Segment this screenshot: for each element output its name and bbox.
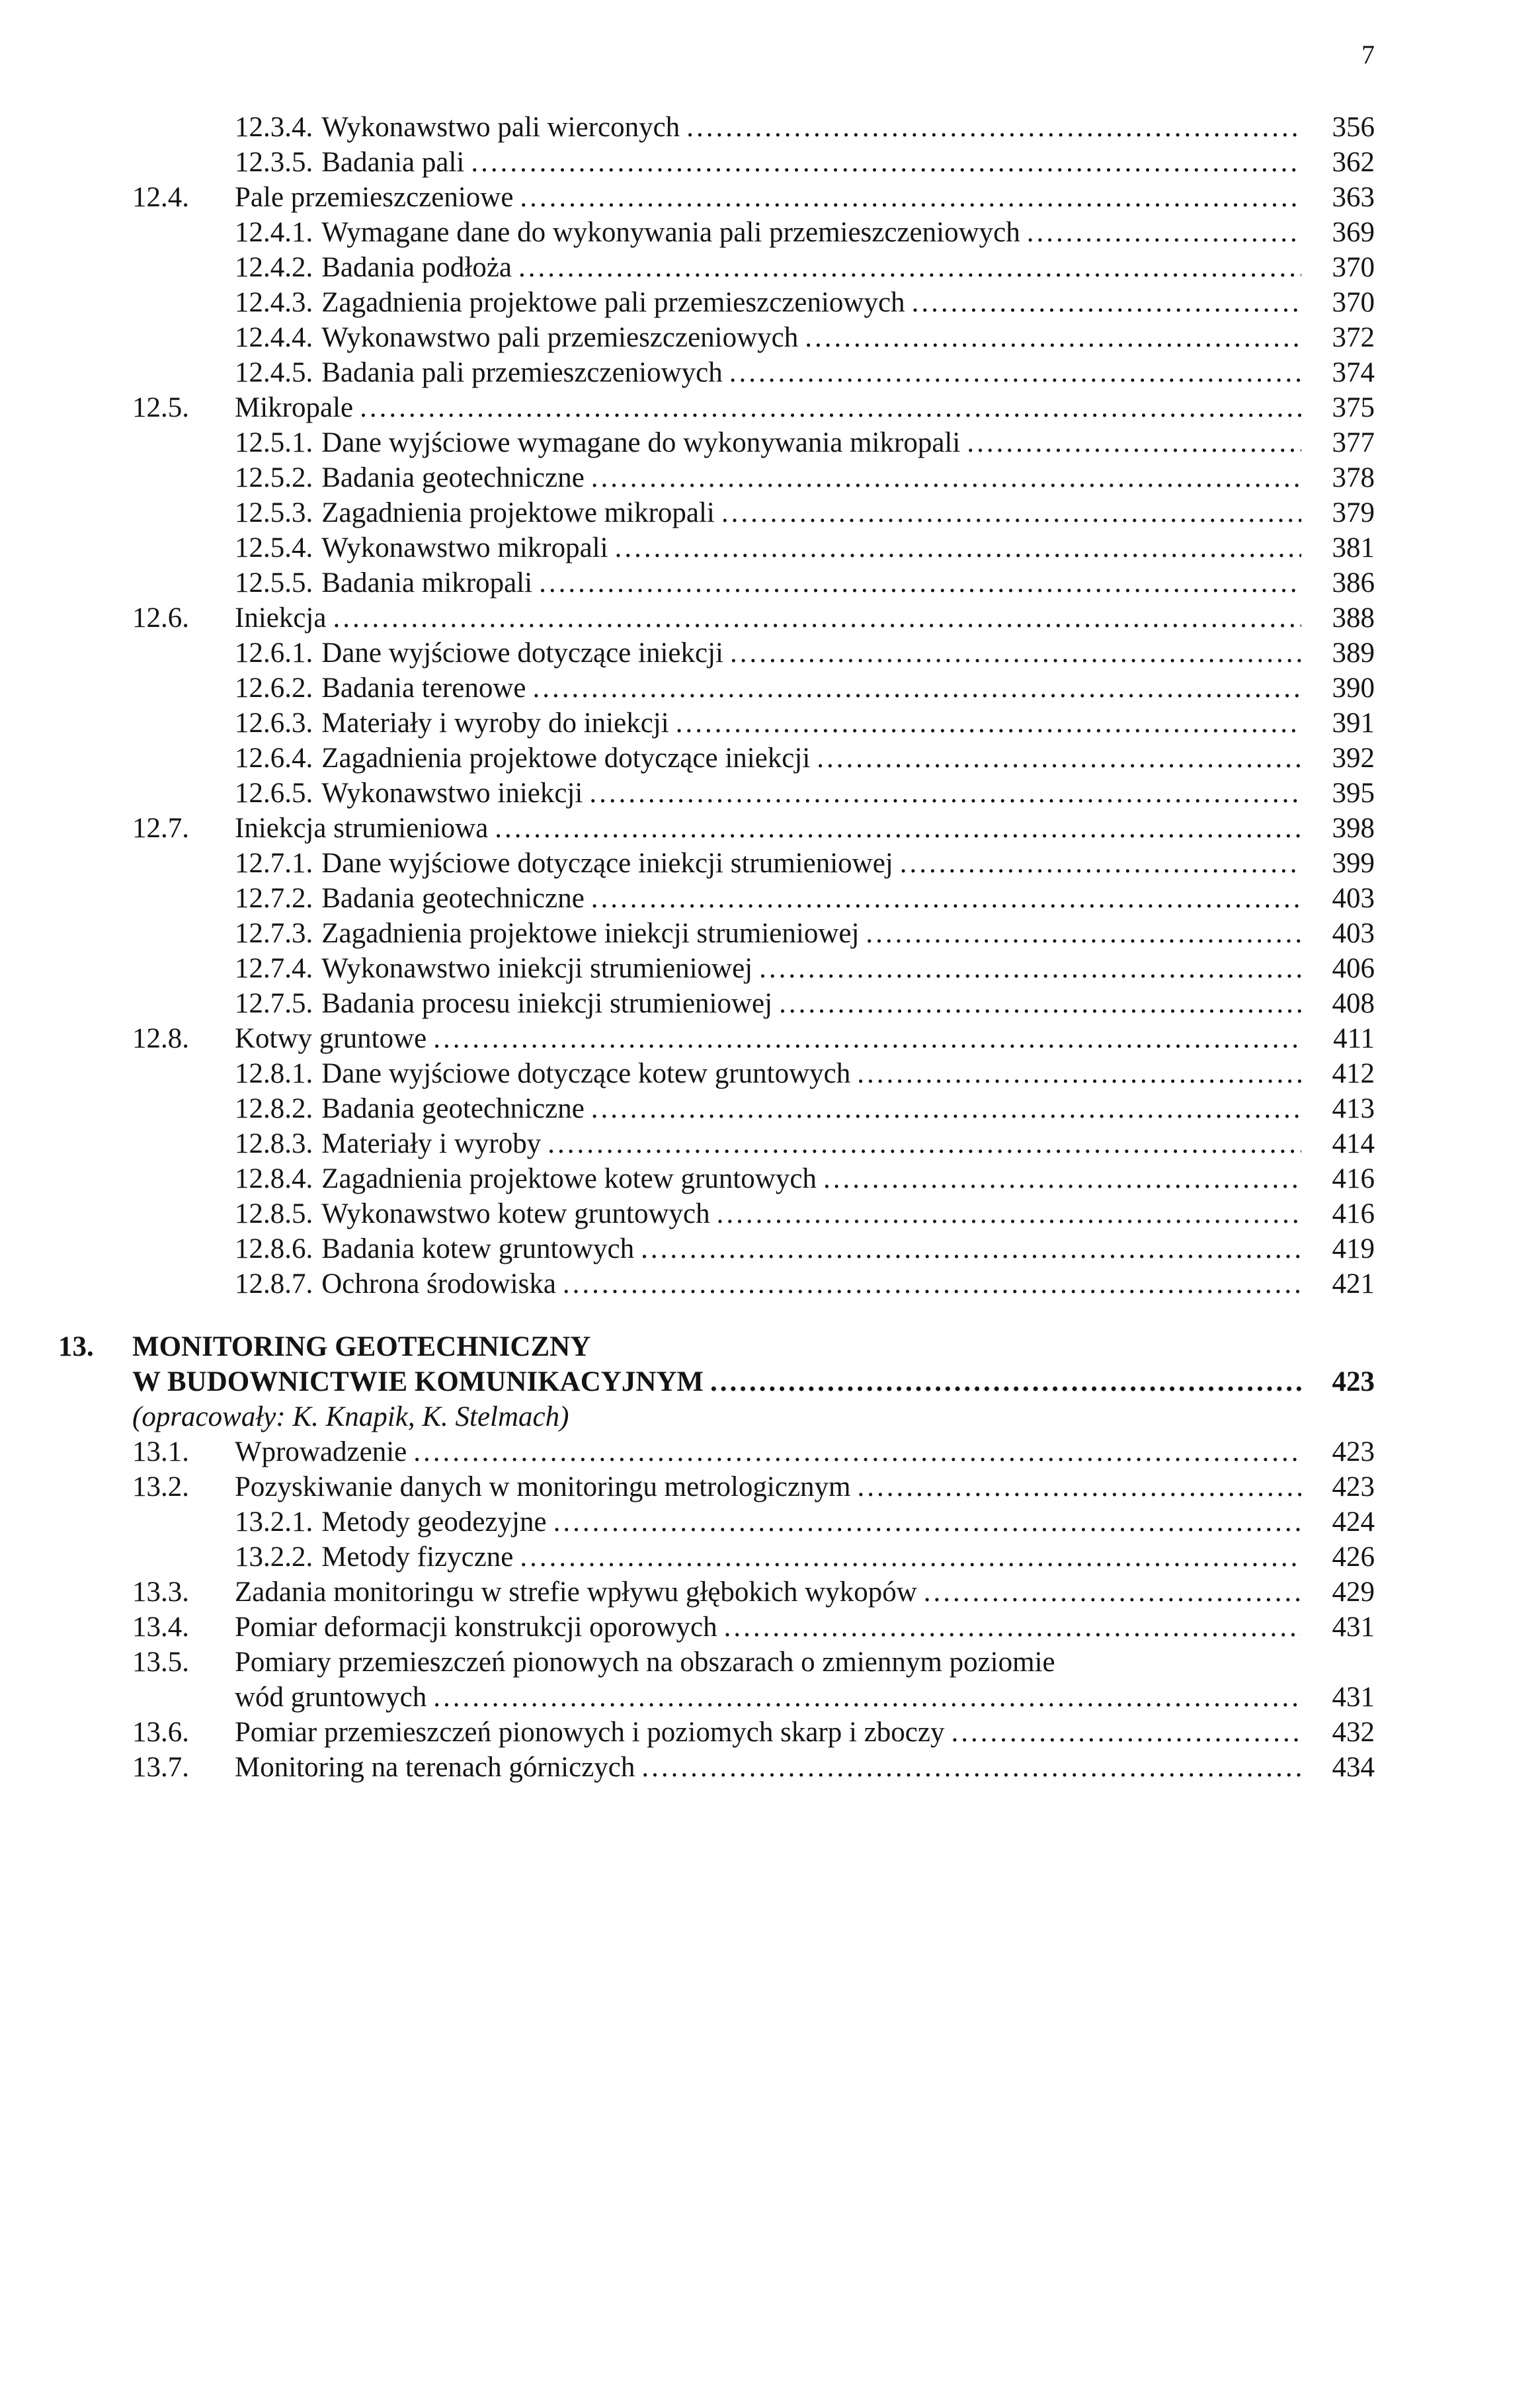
toc-entry-number: 12.3.4.: [235, 112, 313, 143]
toc-entry-page: 372: [1332, 322, 1375, 353]
toc-entry-title: Dane wyjściowe dotyczące iniekcji: [321, 638, 723, 669]
dot-leader: [730, 636, 1301, 671]
toc-entry-number: 12.8.1.: [235, 1058, 313, 1089]
toc-entry-page: 432: [1332, 1717, 1375, 1748]
toc-entry: [58, 951, 1375, 986]
toc-entry-title: Wykonawstwo pali przemieszczeniowych: [321, 322, 799, 353]
toc-entry: [58, 636, 1375, 671]
toc-entry-number: 13.2.2.: [235, 1542, 313, 1573]
toc-entry-page: 356: [1332, 112, 1375, 143]
toc-entry-title: Wymagane dane do wykonywania pali przemieszczeniowych: [321, 217, 1020, 248]
dot-leader: [591, 1091, 1301, 1126]
toc-entry: [58, 846, 1375, 881]
toc-entry-title: Zagadnienia projektowe dotyczące iniekcji: [321, 743, 811, 774]
toc-entry-page: 423: [1332, 1471, 1375, 1503]
toc-entry-number: 12.5.3.: [235, 497, 313, 528]
dot-leader: [333, 600, 1301, 636]
dot-leader: [615, 530, 1301, 565]
toc-entry-number: 13.: [58, 1331, 94, 1362]
toc-entry: [58, 916, 1375, 951]
toc-entry-number: 12.7.1.: [235, 848, 313, 879]
toc-entry-page: 370: [1332, 287, 1375, 318]
toc-entry-page: 381: [1332, 532, 1375, 563]
toc-entry-title: Pomiar deformacji konstrukcji oporowych: [235, 1612, 717, 1643]
dot-leader: [866, 916, 1301, 951]
toc-entry: [58, 1021, 1375, 1056]
toc-entry-number: 12.8.2.: [235, 1093, 313, 1124]
toc-entry-page: 434: [1332, 1752, 1375, 1783]
toc-entry-number: 12.7.5.: [235, 988, 313, 1019]
toc-entry-page: 398: [1332, 813, 1375, 844]
toc-entry-number: 12.8.6.: [235, 1233, 313, 1264]
toc-entry-title: Pale przemieszczeniowe: [235, 182, 514, 213]
dot-leader: [724, 1610, 1301, 1645]
toc-entry-title: Dane wyjściowe dotyczące iniekcji strumieniowej: [321, 848, 893, 879]
toc-entry-title: Materiały i wyroby do iniekcji: [321, 708, 669, 739]
toc-entry-title: Metody fizyczne: [321, 1542, 514, 1573]
toc-entry-title: Zadania monitoringu w strefie wpływu głębokich wykopów: [235, 1577, 917, 1608]
toc-entry: [58, 355, 1375, 390]
toc-entry-title: Wykonawstwo iniekcji: [321, 778, 583, 809]
dot-leader: [360, 390, 1301, 425]
toc-entry: [58, 1399, 1375, 1434]
dot-leader: [547, 1126, 1301, 1161]
toc-entry-page: 423: [1332, 1366, 1375, 1397]
toc-entry-title: Wykonawstwo mikropali: [321, 532, 608, 563]
toc-entry-title: Badania procesu iniekcji strumieniowej: [321, 988, 773, 1019]
toc-entry-page: 375: [1332, 392, 1375, 423]
toc-entry-number: 12.8.7.: [235, 1268, 313, 1299]
toc-entry-number: 12.3.5.: [235, 147, 313, 178]
toc-entry: [58, 495, 1375, 530]
dot-leader: [721, 495, 1301, 530]
page-number: 7: [1361, 40, 1375, 69]
toc-entry-page: 403: [1332, 883, 1375, 914]
toc-entry-number: 12.6.: [132, 602, 189, 634]
table-of-contents: [58, 110, 1375, 1785]
toc-entry: [58, 706, 1375, 741]
toc-entry-title: Badania podłoża: [321, 252, 512, 283]
toc-entry-page: 416: [1332, 1198, 1375, 1229]
dot-leader: [686, 110, 1301, 145]
dot-leader: [495, 811, 1301, 846]
toc-entry-page: 419: [1332, 1233, 1375, 1264]
toc-entry-number: 12.7.4.: [235, 953, 313, 984]
toc-entry-page: 423: [1332, 1436, 1375, 1467]
toc-entry: [58, 180, 1375, 215]
toc-entry-page: 431: [1332, 1612, 1375, 1643]
toc-entry-title: Materiały i wyroby: [321, 1128, 542, 1159]
dot-leader: [591, 460, 1301, 495]
toc-entry-title: Metody geodezyjne: [321, 1506, 547, 1538]
toc-entry-title: Zagadnienia projektowe pali przemieszczeniowych: [321, 287, 905, 318]
toc-entry-page: 392: [1332, 743, 1375, 774]
dot-leader: [1027, 215, 1301, 250]
toc-entry: [58, 1540, 1375, 1575]
toc-entry-number: 12.6.4.: [235, 743, 313, 774]
toc-entry-page: 414: [1332, 1128, 1375, 1159]
toc-entry-number: 12.4.4.: [235, 322, 313, 353]
toc-entry-title: Zagadnienia projektowe iniekcji strumieniowej: [321, 918, 860, 949]
toc-entry: [58, 881, 1375, 916]
dot-leader: [589, 776, 1301, 811]
toc-entry: [58, 1610, 1375, 1645]
toc-entry-page: 421: [1332, 1268, 1375, 1299]
toc-entry-page: 399: [1332, 848, 1375, 879]
toc-entry-page: 363: [1332, 182, 1375, 213]
toc-entry-number: 12.8.3.: [235, 1128, 313, 1159]
toc-entry-title: Dane wyjściowe wymagane do wykonywania mikropali: [321, 427, 961, 458]
dot-leader: [532, 671, 1301, 706]
toc-entry: [58, 145, 1375, 180]
toc-entry: [58, 1645, 1375, 1680]
dot-leader: [641, 1231, 1301, 1266]
toc-entry-number: 12.6.1.: [235, 638, 313, 669]
toc-entry-title: (opracowały: K. Knapik, K. Stelmach): [132, 1401, 569, 1432]
toc-entry-number: 13.5.: [132, 1647, 189, 1678]
toc-entry-page: 416: [1332, 1163, 1375, 1194]
toc-entry: [58, 1126, 1375, 1161]
toc-entry: [58, 110, 1375, 145]
toc-entry-number: 12.5.1.: [235, 427, 313, 458]
toc-entry-title: Badania geotechniczne: [321, 1093, 585, 1124]
toc-entry: [58, 320, 1375, 355]
toc-entry-number: 12.5.2.: [235, 462, 313, 493]
dot-leader: [553, 1504, 1301, 1540]
toc-entry-number: 12.6.2.: [235, 673, 313, 704]
dot-leader: [817, 741, 1301, 776]
toc-entry-page: 386: [1332, 567, 1375, 598]
dot-leader: [717, 1196, 1301, 1231]
toc-entry: [58, 1504, 1375, 1540]
dot-leader: [779, 986, 1301, 1021]
dot-leader: [857, 1056, 1301, 1091]
dot-leader: [591, 881, 1301, 916]
toc-entry-page: 431: [1332, 1682, 1375, 1713]
toc-entry-page: 411: [1333, 1023, 1375, 1054]
toc-entry-page: 406: [1332, 953, 1375, 984]
toc-entry: [58, 1329, 1375, 1364]
dot-leader: [900, 846, 1301, 881]
toc-entry-number: 12.4.3.: [235, 287, 313, 318]
toc-entry: [58, 1231, 1375, 1266]
toc-entry-page: 403: [1332, 918, 1375, 949]
toc-entry: [58, 1196, 1375, 1231]
toc-entry-title: Pomiary przemieszczeń pionowych na obszarach o zmiennym poziomie: [235, 1647, 1055, 1678]
toc-entry-title: Wprowadzenie: [235, 1436, 407, 1467]
toc-entry-number: 13.2.1.: [235, 1506, 313, 1538]
toc-entry-title: MONITORING GEOTECHNICZNY: [132, 1331, 591, 1362]
toc-entry-title: Zagadnienia projektowe mikropali: [321, 497, 715, 528]
dot-leader: [759, 951, 1301, 986]
toc-entry-title: Pomiar przemieszczeń pionowych i poziomych skarp i zboczy: [235, 1717, 945, 1748]
toc-entry-number: 12.5.: [132, 392, 189, 423]
toc-entry: [58, 741, 1375, 776]
toc-entry: [58, 460, 1375, 495]
dot-leader: [967, 425, 1301, 460]
toc-entry: [58, 215, 1375, 250]
dot-leader: [729, 355, 1301, 390]
toc-entry: [58, 1161, 1375, 1196]
toc-entry: [58, 776, 1375, 811]
toc-entry: [58, 1680, 1375, 1715]
toc-entry-title: Wykonawstwo pali wierconych: [321, 112, 680, 143]
dot-leader: [641, 1750, 1301, 1785]
toc-entry: [58, 986, 1375, 1021]
dot-leader: [805, 320, 1301, 355]
toc-entry-number: 12.4.2.: [235, 252, 313, 283]
toc-entry-title: Iniekcja strumieniowa: [235, 813, 489, 844]
toc-entry: [58, 1715, 1375, 1750]
toc-entry: [58, 1750, 1375, 1785]
toc-entry-title: Mikropale: [235, 392, 354, 423]
toc-entry: [58, 1434, 1375, 1469]
dot-leader: [951, 1715, 1301, 1750]
toc-entry-number: 12.7.: [132, 813, 189, 844]
toc-entry: [58, 530, 1375, 565]
toc-entry-page: 429: [1332, 1577, 1375, 1608]
toc-entry-title: Ochrona środowiska: [321, 1268, 556, 1299]
toc-entry-number: 12.4.: [132, 182, 189, 213]
toc-entry-page: 408: [1332, 988, 1375, 1019]
dot-leader: [433, 1680, 1301, 1715]
toc-entry-number: 12.4.1.: [235, 217, 313, 248]
toc-entry-number: 12.4.5.: [235, 357, 313, 388]
toc-entry: [58, 250, 1375, 285]
toc-entry: [58, 671, 1375, 706]
toc-entry-title: Pozyskiwanie danych w monitoringu metrologicznym: [235, 1471, 851, 1503]
toc-entry-title: Iniekcja: [235, 602, 327, 634]
dot-leader: [563, 1266, 1301, 1301]
dot-leader: [912, 285, 1301, 320]
toc-entry-number: 12.8.5.: [235, 1198, 313, 1229]
toc-entry: [58, 565, 1375, 600]
dot-leader: [518, 250, 1301, 285]
dot-leader: [520, 180, 1301, 215]
toc-entry: [58, 1469, 1375, 1504]
toc-entry-number: 12.7.3.: [235, 918, 313, 949]
toc-entry: [58, 1091, 1375, 1126]
toc-entry-page: 388: [1332, 602, 1375, 634]
dot-leader: [520, 1540, 1301, 1575]
dot-leader: [858, 1469, 1302, 1504]
toc-entry-page: 374: [1332, 357, 1375, 388]
dot-leader: [924, 1575, 1301, 1610]
toc-entry-title: W BUDOWNICTWIE KOMUNIKACYJNYM: [132, 1366, 704, 1397]
toc-entry-number: 13.7.: [132, 1752, 189, 1783]
toc-entry: [58, 1575, 1375, 1610]
toc-entry-page: 426: [1332, 1542, 1375, 1573]
toc-entry-number: 12.8.4.: [235, 1163, 313, 1194]
toc-entry-title: Badania pali: [321, 147, 465, 178]
toc-entry-title: Monitoring na terenach górniczych: [235, 1752, 635, 1783]
toc-entry: [58, 390, 1375, 425]
toc-entry-page: 370: [1332, 252, 1375, 283]
toc-entry-page: 424: [1332, 1506, 1375, 1538]
toc-entry: [58, 285, 1375, 320]
toc-entry-page: 412: [1332, 1058, 1375, 1089]
toc-entry: [58, 425, 1375, 460]
toc-entry-title: Wykonawstwo iniekcji strumieniowej: [321, 953, 753, 984]
toc-entry-title: Badania mikropali: [321, 567, 533, 598]
toc-entry-number: 12.8.: [132, 1023, 189, 1054]
toc-entry: [58, 600, 1375, 636]
toc-entry: [58, 1056, 1375, 1091]
toc-entry-page: 390: [1332, 673, 1375, 704]
toc-entry-title: Wykonawstwo kotew gruntowych: [321, 1198, 710, 1229]
dot-leader: [539, 565, 1301, 600]
toc-entry-page: 395: [1332, 778, 1375, 809]
toc-entry-title: Badania pali przemieszczeniowych: [321, 357, 723, 388]
toc-entry-title: Badania kotew gruntowych: [321, 1233, 635, 1264]
toc-entry-number: 12.7.2.: [235, 883, 313, 914]
toc-entry-title: Badania geotechniczne: [321, 462, 585, 493]
toc-entry: [58, 1364, 1375, 1399]
toc-entry-number: 12.6.3.: [235, 708, 313, 739]
dot-leader: [823, 1161, 1301, 1196]
dot-leader: [413, 1434, 1301, 1469]
toc-entry-title: Dane wyjściowe dotyczące kotew gruntowych: [321, 1058, 851, 1089]
dot-leader: [433, 1021, 1301, 1056]
dot-leader: [471, 145, 1301, 180]
toc-entry-title: Badania terenowe: [321, 673, 526, 704]
toc-entry-title: Badania geotechniczne: [321, 883, 585, 914]
toc-entry-number: 12.5.4.: [235, 532, 313, 563]
toc-entry-page: 391: [1332, 708, 1375, 739]
toc-entry: [58, 811, 1375, 846]
toc-entry: [58, 1266, 1375, 1301]
toc-entry-page: 362: [1332, 147, 1375, 178]
toc-entry-title: Zagadnienia projektowe kotew gruntowych: [321, 1163, 817, 1194]
toc-entry-number: 13.6.: [132, 1717, 189, 1748]
toc-entry-number: 12.5.5.: [235, 567, 313, 598]
toc-entry-page: 379: [1332, 497, 1375, 528]
toc-entry-number: 12.6.5.: [235, 778, 313, 809]
toc-entry-page: 413: [1332, 1093, 1375, 1124]
toc-entry-number: 13.2.: [132, 1471, 189, 1503]
dot-leader: [676, 706, 1301, 741]
toc-entry-page: 378: [1332, 462, 1375, 493]
toc-entry-page: 369: [1332, 217, 1375, 248]
toc-entry-number: 13.1.: [132, 1436, 189, 1467]
toc-entry-number: 13.3.: [132, 1577, 189, 1608]
toc-entry-page: 377: [1332, 427, 1375, 458]
dot-leader: [710, 1364, 1301, 1399]
toc-entry-number: 13.4.: [132, 1612, 189, 1643]
toc-entry-page: 389: [1332, 638, 1375, 669]
toc-entry-title: wód gruntowych: [235, 1682, 427, 1713]
toc-entry-title: Kotwy gruntowe: [235, 1023, 427, 1054]
